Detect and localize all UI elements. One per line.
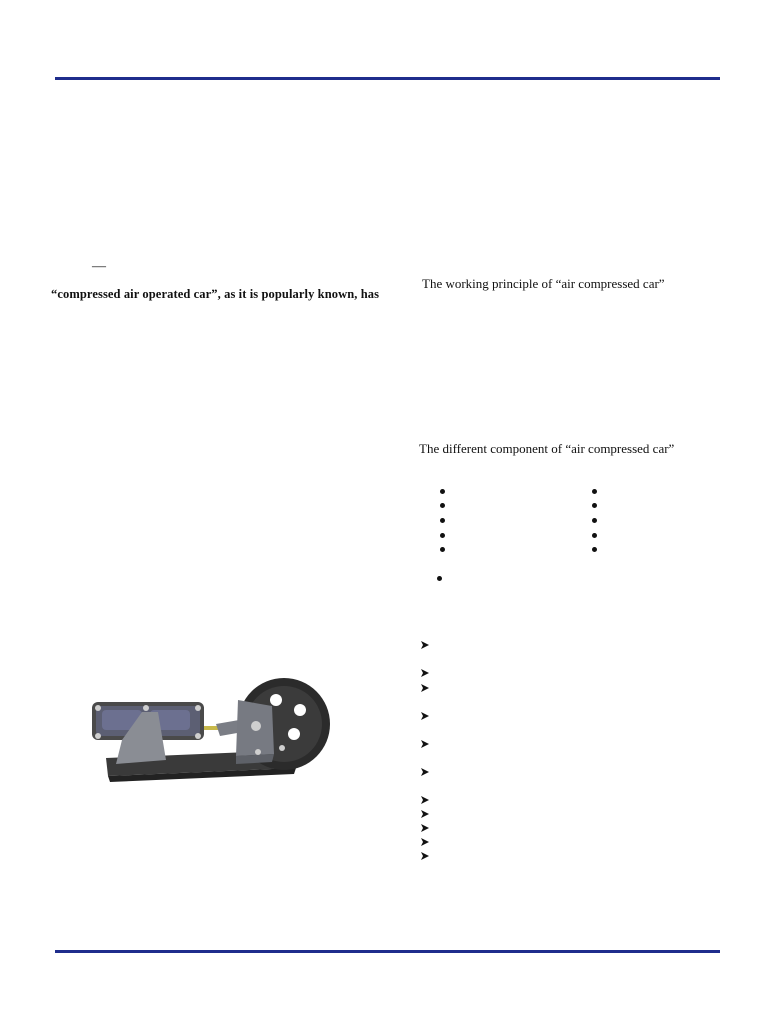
bullet-marker	[592, 518, 597, 523]
bullet-marker	[592, 489, 597, 494]
arrow-bullet-icon	[420, 795, 430, 805]
bullet-marker	[440, 547, 445, 552]
working-principle-heading: The working principle of “air compressed car”	[422, 276, 665, 291]
intro-bold-line: “compressed air operated car”, as it is popularly known, has	[51, 287, 380, 301]
dash-mark: —	[92, 259, 106, 274]
bullet-marker	[440, 503, 445, 508]
arrow-bullet-icon	[420, 683, 430, 693]
air-engine-figure	[86, 650, 330, 840]
bullet-marker	[592, 547, 597, 552]
bullet-marker	[592, 503, 597, 508]
arrow-bullet-icon	[420, 739, 430, 749]
arrow-bullet-icon	[420, 823, 430, 833]
arrow-bullet-icon	[420, 809, 430, 819]
bullet-marker	[440, 489, 445, 494]
arrow-bullet-icon	[420, 640, 430, 650]
arrow-bullet-icon	[420, 711, 430, 721]
header-rule	[55, 77, 720, 80]
bullet-marker	[440, 518, 445, 523]
arrow-bullet-icon	[420, 851, 430, 861]
arrow-bullet-icon	[420, 837, 430, 847]
arrow-bullet-icon	[420, 767, 430, 777]
components-heading: The different component of “air compressed car”	[419, 441, 675, 456]
bullet-marker	[592, 533, 597, 538]
footer-rule	[55, 950, 720, 953]
bullet-marker	[440, 533, 445, 538]
arrow-bullet-icon	[420, 668, 430, 678]
bullet-marker	[437, 576, 442, 581]
